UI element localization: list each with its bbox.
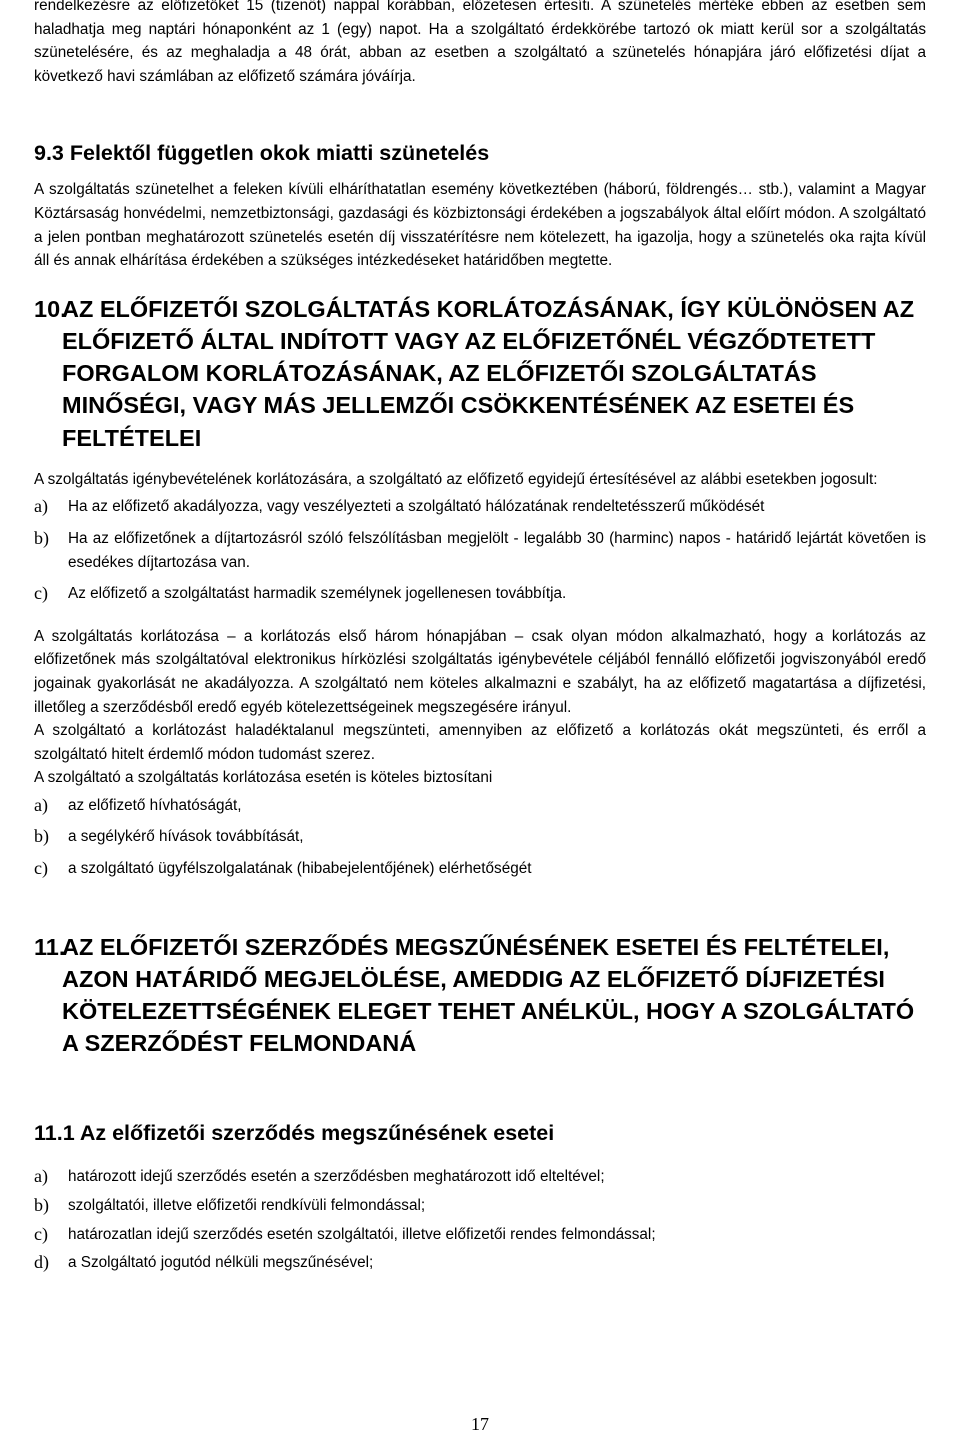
section-11-1-heading: 11.1 Az előfizetői szerződés megszűnésének esetei (34, 1121, 555, 1146)
document-page (34, 0, 926, 1275)
list-item (34, 794, 926, 818)
section-11-heading (34, 931, 926, 1060)
section-10-title: AZ ELŐFIZETŐI SZOLGÁLTATÁS KORLÁTOZÁSÁNAK, ÍGY KÜLÖNÖSEN AZ ELŐFIZETŐ ÁLTAL INDÍTOTT VAGY AZ ELŐFIZETŐNÉL VÉGZŐDTETETT FORGALOM KORLÁTOZÁSÁNAK, AZ ELŐFIZETŐI SZOLGÁLTATÁS MINŐSÉGI, VAGY MÁS JELLEMZŐI CSÖKKENTÉSÉNEK AZ ESETEI ÉS FELTÉTELEI (62, 295, 915, 451)
section-10-paragraph-obligation: A szolgáltató a szolgáltatás korlátozása esetén is köteles biztosítani (34, 769, 493, 787)
list-item-text: a szolgáltató ügyfélszolgalatának (hibabejelentőjének) elérhetőségét (68, 860, 532, 878)
section-10-conditions-list (34, 495, 926, 605)
list-item-text: Ha az előfizetőnek a díjtartozásról szóló felszólításban megjelölt - legalább 30 (harminc) napos - határidő lejártát követően is esedékes díjtartozása van. (68, 529, 926, 571)
list-marker: d) (34, 1252, 49, 1273)
list-item (34, 1223, 926, 1247)
section-10-guarantee-list (34, 794, 926, 881)
list-item (34, 857, 926, 881)
list-marker: c) (34, 1223, 48, 1244)
section-9-3-heading: 9.3 Felektől független okok miatti szünetelés (34, 141, 490, 166)
list-item-text: határozatlan idejű szerződés esetén szolgáltatói, illetve előfizetői rendes felmondással; (68, 1225, 656, 1243)
list-marker: c) (34, 583, 48, 604)
list-marker: b) (34, 527, 49, 548)
list-item (34, 1194, 926, 1218)
section-10-paragraph-lifting: A szolgáltató a korlátozást haladéktalanul megszünteti, amennyiben az előfizető a korlátozás okát megszünteti, és erről a szolgáltató hitelt érdemlő módon tudomást szerez. (34, 722, 926, 763)
section-10-paragraph-restriction: A szolgáltatás korlátozása – a korlátozás első három hónapjában – csak olyan módon alkalmazható, hogy a korlátozás az előfizetőnek más szolgáltatóval elektronikus hírközlési szolgáltatás igénybevétele céljából fennálló előfizetői jogviszonyából eredő jogainak gyakorlását ne akadályozza. A szolgáltató nem köteles alkalmazni e szabályt, ha az előfizető magatartása a díjfizetési, illetőleg a szerződésből eredő egyéb kötelezettségeinek megszegésére irányul. (34, 627, 926, 716)
list-item-text: Az előfizető a szolgáltatást harmadik személynek jogellenesen továbbítja. (68, 585, 567, 603)
section-10-number: 10. (34, 295, 67, 322)
list-item-text: határozott idejű szerződés esetén a szerződésben meghatározott idő elteltével; (68, 1168, 605, 1186)
section-9-3-paragraph: A szolgáltatás szünetelhet a feleken kívüli elháríthatatlan esemény következtében (háború, földrengés… stb.), valamint a Magyar Köztársaság honvédelmi, nemzetbiztonsági, gazdasági és közbiztonsági érdekében a jogszabályok által előírt módon. A szolgáltató a jelen pontban meghatározott szünetelés esetén díj visszatérítésre nem kötelezett, ha igazolja, hogy a szünetelés oka rajta kívül áll és annak elhárítása érdekében a szükséges intézkedéseket határidőben megtette. (34, 181, 926, 270)
section-11-1-list (34, 1165, 926, 1274)
section-10-intro: A szolgáltatás igénybevételének korlátozására, a szolgáltató az előfizető egyidejű értesítésével az alábbi esetekben jogosult: (34, 470, 878, 488)
list-marker: b) (34, 1195, 49, 1216)
list-marker: a) (34, 496, 48, 517)
list-item (34, 495, 926, 519)
section-10-heading (34, 293, 926, 454)
list-item (34, 1165, 926, 1189)
list-item (34, 527, 926, 574)
list-item-text: Ha az előfizető akadályozza, vagy veszélyezteti a szolgáltató hálózatának rendeltetésszerű működését (68, 498, 765, 516)
list-item-text: szolgáltatói, illetve előfizetői rendkívüli felmondással; (68, 1197, 426, 1215)
section-11-title: AZ ELŐFIZETŐI SZERZŐDÉS MEGSZŰNÉSÉNEK ESETEI ÉS FELTÉTELEI, AZON HATÁRIDŐ MEGJELÖLÉSE, AMEDDIG AZ ELŐFIZETŐ DÍJFIZETÉSI KÖTELEZETTSÉGÉNEK ELEGET TEHET ANÉLKÜL, HOGY A SZOLGÁLTATÓ A SZERZŐDÉST FELMONDANÁ (62, 933, 915, 1057)
list-marker: b) (34, 826, 49, 847)
list-item-text: a Szolgáltató jogutód nélküli megszűnésével; (68, 1254, 374, 1272)
list-item-text: a segélykérő hívások továbbítását, (68, 828, 304, 846)
section-11-number: 11. (34, 933, 66, 960)
list-item (34, 825, 926, 849)
list-marker: c) (34, 858, 48, 879)
page-number: 17 (471, 1414, 489, 1434)
list-item-text: az előfizető hívhatóságát, (68, 796, 242, 814)
list-item (34, 1251, 926, 1275)
list-marker: a) (34, 794, 48, 815)
intro-paragraph: rendelkezésre az előfizetőket 15 (tizenöt) nappal korábban, előzetesen értesíti. A szünetelés mértéke ebben az esetben sem haladhatja meg naptári hónaponként az 1 (egy) napot. Ha a szolgáltató érdekkörébe tartozó ok miatt kerül sor a szolgáltatás szünetelésére, és az meghaladja a 48 órát, abban az esetben a szolgáltató a szünetelés hónapjára járó előfizetési díjat a következő havi számlában az előfizető számára jóváírja. (34, 0, 926, 85)
list-item (34, 582, 926, 606)
list-marker: a) (34, 1166, 48, 1187)
